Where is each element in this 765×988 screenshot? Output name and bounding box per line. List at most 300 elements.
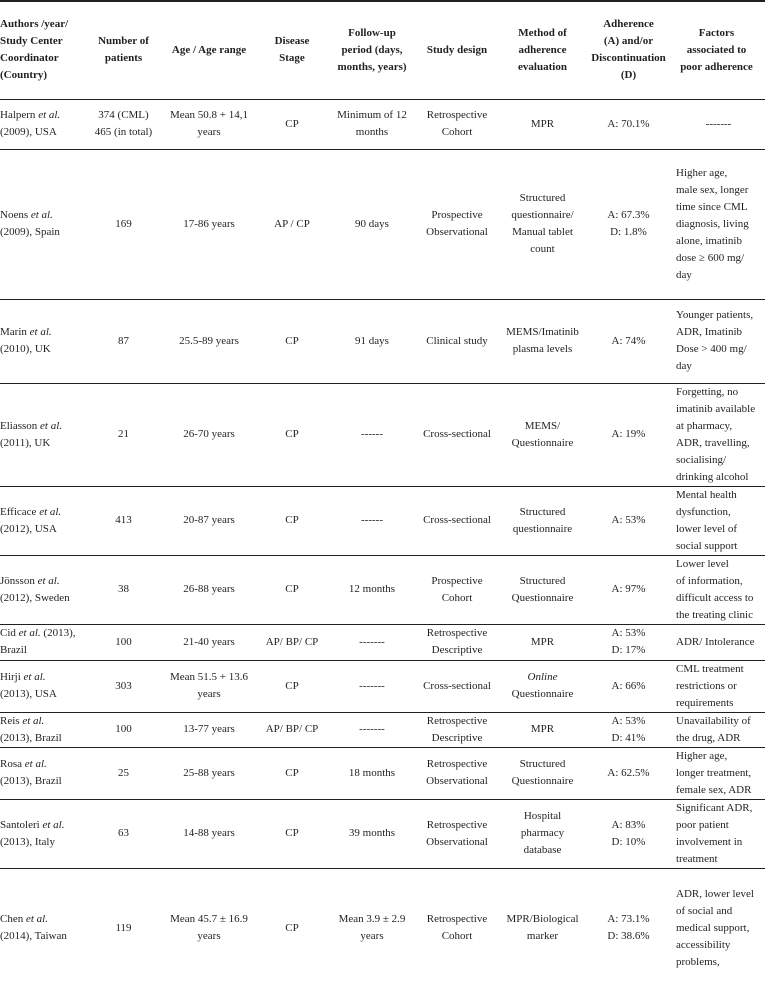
cell-design-line: Clinical study [426, 334, 488, 347]
cell-stage-line: CP [285, 583, 299, 595]
cell-method-line: Questionnaire [511, 688, 574, 700]
cell-patients [87, 747, 160, 799]
cell-followup-line: ------ [361, 514, 383, 526]
cell-adherence-line: A: 66% [611, 679, 646, 692]
cell-author [0, 799, 87, 868]
cell-method-line: MPR [530, 117, 555, 130]
author-name: Cid [0, 627, 19, 639]
author-year: (2014), Taiwan [0, 930, 67, 943]
factors-line: time since CML [676, 200, 748, 213]
col-followup-header [326, 1, 418, 99]
cell-factors [668, 149, 765, 299]
factors-line: medical support, [676, 921, 750, 934]
cell-stage [258, 383, 326, 486]
cell-method-line: Hospital [523, 810, 562, 822]
cell-method [496, 747, 589, 799]
header-line: Follow-up [348, 26, 396, 39]
cell-design-line: Descriptive [431, 644, 483, 656]
cell-stage [258, 624, 326, 660]
cell-stage [258, 99, 326, 149]
author-name: Halpern [0, 109, 39, 121]
factors-line: ADR/ Intolerance [676, 635, 755, 648]
cell-stage [258, 712, 326, 747]
cell-adherence-line: A: 53% [611, 627, 646, 639]
cell-patients [87, 383, 160, 486]
cell-followup [326, 486, 418, 555]
cell-adherence [589, 624, 668, 660]
author-name: Efficace [0, 505, 40, 518]
header-line: Age / Age range [171, 43, 247, 56]
cell-age-line: Mean 51.5 + 13.6 [170, 671, 248, 683]
cell-design-line: Cohort [441, 126, 473, 138]
header-line: (D) [620, 69, 637, 82]
cell-stage-line: CP [285, 428, 299, 440]
factors-line: Significant ADR, [676, 801, 753, 814]
cell-followup-line: ------- [359, 635, 385, 648]
header-line: Adherence [603, 18, 654, 31]
factors-line: drinking alcohol [676, 470, 749, 483]
cell-followup-line: 91 days [355, 334, 389, 347]
author-year: (2011), UK [0, 436, 51, 449]
cell-stage-line: CP [285, 679, 299, 692]
cell-factors [668, 299, 765, 383]
et-al: et al. [22, 714, 45, 727]
cell-adherence-line: D: 10% [611, 835, 646, 848]
cell-design [418, 99, 496, 149]
cell-adherence-line: A: 74% [611, 334, 646, 347]
cell-design [418, 868, 496, 988]
cell-followup-line: ------- [359, 723, 385, 735]
cell-method-line: Structured [519, 192, 566, 204]
cell-stage-line: CP [285, 117, 299, 130]
cell-author [0, 383, 87, 486]
cell-patients-line: 63 [118, 827, 129, 839]
cell-followup [326, 555, 418, 624]
cell-patients-line: 100 [115, 635, 132, 648]
cell-design [418, 660, 496, 712]
method-italic: Online [527, 671, 558, 683]
header-line: Authors /year/ [0, 18, 69, 31]
cell-followup [326, 660, 418, 712]
col-design-header [418, 1, 496, 99]
cell-factors [668, 555, 765, 624]
cell-patients-line: 169 [115, 217, 132, 230]
cell-adherence-line: D: 38.6% [607, 930, 650, 943]
cell-method [496, 99, 589, 149]
cell-design-line: Cohort [441, 930, 473, 943]
author-year: (2012), Sweden [0, 591, 70, 604]
cell-stage-line: AP/ BP/ CP [265, 635, 319, 648]
cell-adherence [589, 149, 668, 299]
cell-age [160, 868, 258, 988]
cell-adherence-line: A: 53% [611, 514, 646, 526]
factors-line: Higher age, [676, 749, 728, 762]
author-name: Jönsson [0, 574, 38, 587]
cell-method-line: MPR/Biological [506, 913, 579, 926]
factors-line: the drug, ADR [676, 731, 741, 744]
cell-design-line: Prospective [431, 574, 483, 587]
cell-patients [87, 712, 160, 747]
cell-design-line: Retrospective [426, 818, 488, 831]
cell-age-line: Mean 45.7 ± 16.9 [170, 913, 248, 926]
cell-patients [87, 299, 160, 383]
factors-line: treatment [676, 852, 718, 865]
author-year: (2009), Spain [0, 226, 60, 238]
cell-age-line: years [197, 126, 221, 138]
cell-design-line: Descriptive [431, 731, 483, 744]
header-line: adherence [518, 43, 567, 56]
cell-author [0, 868, 87, 988]
table-row [0, 799, 765, 868]
table-header-row [0, 1, 765, 99]
cell-author [0, 299, 87, 383]
header-line: period (days, [341, 43, 403, 56]
factors-line: accessibility [676, 938, 731, 951]
table-row [0, 383, 765, 486]
cell-factors [668, 747, 765, 799]
cell-design-line: Retrospective [426, 627, 488, 639]
author-year: (2010), UK [0, 343, 51, 355]
cell-factors [668, 799, 765, 868]
factors-line: the treating clinic [676, 608, 753, 621]
cell-design-line: Retrospective [426, 758, 488, 770]
table-row [0, 555, 765, 624]
cell-stage-line: CP [285, 827, 299, 839]
cell-factors [668, 868, 765, 988]
cell-method [496, 555, 589, 624]
factors-line: of information, [676, 574, 743, 587]
cell-age-line: 20-87 years [183, 514, 235, 526]
cell-author [0, 99, 87, 149]
factors-line: Unavailability of [676, 714, 751, 727]
cell-age-line: years [197, 930, 221, 943]
cell-design-line: Observational [426, 775, 488, 787]
cell-patients [87, 624, 160, 660]
table-row [0, 299, 765, 383]
cell-method-line: plasma levels [512, 343, 573, 355]
cell-followup-line: ------ [361, 428, 383, 440]
cell-patients [87, 99, 160, 149]
author-name: Santoleri [0, 818, 43, 831]
cell-stage-line: CP [285, 766, 299, 779]
cell-adherence-line: A: 97% [611, 583, 646, 595]
cell-followup [326, 747, 418, 799]
cell-method-line: Structured [519, 574, 566, 587]
cell-stage [258, 660, 326, 712]
cell-design-line: Cross-sectional [423, 514, 491, 526]
cell-stage [258, 299, 326, 383]
cell-patients-line: 87 [118, 334, 129, 347]
cell-followup [326, 712, 418, 747]
header-line: Coordinator [0, 52, 59, 65]
author-year: (2009), USA [0, 126, 57, 138]
cell-patients [87, 660, 160, 712]
cell-stage [258, 149, 326, 299]
cell-method [496, 383, 589, 486]
author-year: (2013), Italy [0, 835, 55, 848]
header-line: evaluation [518, 60, 567, 73]
cell-followup [326, 799, 418, 868]
author-name: Marin [0, 326, 30, 338]
cell-design [418, 486, 496, 555]
factors-line: requirements [676, 696, 734, 709]
cell-author [0, 712, 87, 747]
cell-age [160, 660, 258, 712]
factors-line: dose ≥ 600 mg/ [676, 251, 745, 264]
cell-patients [87, 149, 160, 299]
factors-line: involvement in [676, 835, 743, 848]
cell-design [418, 624, 496, 660]
cell-method [496, 712, 589, 747]
cell-design [418, 555, 496, 624]
factors-line: socialising/ [676, 453, 727, 466]
cell-patients-line: 38 [118, 583, 129, 595]
factors-line: CML treatment [676, 662, 744, 675]
cell-factors [668, 660, 765, 712]
factors-line: ADR, lower level [676, 887, 754, 900]
cell-adherence-line: A: 73.1% [607, 913, 650, 926]
et-al: et al. [25, 913, 48, 926]
cell-age [160, 624, 258, 660]
header-line: months, years) [337, 60, 407, 73]
cell-adherence [589, 868, 668, 988]
cell-age-line: 26-70 years [183, 428, 235, 440]
factors-line: ADR, travelling, [676, 436, 750, 449]
table-row [0, 747, 765, 799]
factors-line: Forgetting, no [676, 385, 739, 398]
cell-adherence [589, 555, 668, 624]
header-line: associated to [686, 43, 747, 56]
cell-age-line: 13-77 years [183, 723, 235, 735]
author-year: (2013), [40, 627, 76, 639]
cell-followup-line: 39 months [348, 827, 396, 839]
cell-age [160, 799, 258, 868]
cell-author [0, 660, 87, 712]
factors-line: poor patient [676, 818, 729, 831]
col-adherence-header [589, 1, 668, 99]
header-line: Number of [98, 35, 149, 48]
cell-stage-line: CP [285, 334, 299, 347]
cell-method-line: Questionnaire [511, 436, 574, 449]
header-line: (A) and/or [603, 35, 654, 48]
cell-age-line: Mean 50.8 + 14,1 [170, 109, 248, 121]
et-al: et al. [38, 109, 61, 121]
cell-age [160, 383, 258, 486]
col-stage-header [258, 1, 326, 99]
header-line: (Country) [0, 69, 48, 82]
cell-patients [87, 555, 160, 624]
cell-author [0, 555, 87, 624]
cell-adherence [589, 299, 668, 383]
cell-method [496, 799, 589, 868]
cell-followup-line: 18 months [348, 766, 396, 779]
cell-method [496, 299, 589, 383]
cell-design-line: Cohort [441, 591, 473, 604]
cell-age [160, 299, 258, 383]
table-row [0, 486, 765, 555]
cell-factors [668, 712, 765, 747]
factors-line: of social and [676, 904, 733, 917]
table-row [0, 712, 765, 747]
et-al: et al. [42, 818, 65, 831]
cell-patients-line: 21 [118, 428, 129, 440]
header-line: Study design [426, 43, 488, 56]
cell-followup [326, 383, 418, 486]
et-al: et al. [30, 209, 53, 221]
factors-line: restrictions or [676, 679, 737, 692]
cell-author [0, 486, 87, 555]
cell-stage [258, 555, 326, 624]
col-patients-header [87, 1, 160, 99]
author-year: (2013), Brazil [0, 731, 62, 744]
cell-patients-line: 413 [115, 514, 132, 526]
factors-line: day [676, 360, 692, 372]
cell-adherence [589, 486, 668, 555]
factors-line: imatinib available [676, 402, 756, 415]
cell-patients-line: 465 (in total) [94, 126, 153, 138]
header-line: Disease [274, 35, 310, 48]
table-row [0, 99, 765, 149]
factors-line: ------- [705, 117, 732, 130]
cell-factors [668, 624, 765, 660]
header-line: patients [104, 52, 143, 65]
cell-method-line: database [523, 844, 562, 856]
cell-stage-line: AP/ BP/ CP [265, 723, 319, 735]
factors-line: Younger patients, [676, 309, 754, 321]
cell-adherence-line: D: 17% [611, 644, 646, 656]
factors-line: Lower level [676, 557, 729, 570]
author-year: (2013), Brazil [0, 775, 62, 787]
cell-method-line: Manual tablet [512, 226, 573, 238]
et-al: et al. [23, 671, 46, 683]
author-name: Noens [0, 209, 31, 221]
cell-method-line: MPR [530, 723, 555, 735]
cell-followup-line: years [360, 930, 384, 943]
cell-method [496, 486, 589, 555]
cell-adherence [589, 712, 668, 747]
author-name: Eliasson [0, 419, 41, 432]
cell-followup [326, 149, 418, 299]
cell-patients-line: 303 [115, 679, 132, 692]
cell-method [496, 149, 589, 299]
cell-patients-line: 119 [115, 921, 132, 934]
cell-age [160, 149, 258, 299]
cell-patients [87, 868, 160, 988]
cell-adherence-line: A: 62.5% [607, 766, 650, 779]
cell-followup-line: Mean 3.9 ± 2.9 [338, 913, 406, 926]
author-year: (2012), USA [0, 522, 57, 535]
et-al: et al. [24, 758, 47, 770]
cell-design [418, 747, 496, 799]
cell-design-line: Retrospective [426, 913, 488, 926]
cell-adherence-line: A: 19% [611, 428, 646, 440]
author-name: Chen [0, 913, 26, 926]
author-name: Rosa [0, 758, 25, 770]
cell-age-line: 17-86 years [183, 217, 235, 230]
header-line: Factors [698, 26, 735, 39]
factors-line: day [676, 268, 692, 281]
cell-age [160, 99, 258, 149]
cell-design-line: Observational [426, 226, 488, 238]
factors-line: difficult access to [676, 591, 754, 604]
cell-stage-line: CP [285, 514, 299, 526]
cell-followup-line: Minimum of 12 [337, 109, 407, 121]
cell-followup [326, 868, 418, 988]
cell-stage [258, 747, 326, 799]
table-row [0, 149, 765, 299]
cell-age [160, 712, 258, 747]
cell-stage-line: CP [285, 921, 299, 934]
cell-age-line: years [197, 688, 221, 700]
table-row [0, 868, 765, 988]
cell-patients-line: 100 [115, 723, 132, 735]
cell-method-line: questionnaire [512, 522, 573, 535]
et-al: et al. [18, 627, 41, 639]
factors-line: diagnosis, living [676, 217, 749, 230]
cell-factors [668, 383, 765, 486]
factors-line: Mental health [676, 488, 737, 501]
cell-design [418, 299, 496, 383]
factors-line: Higher age, [676, 166, 728, 179]
cell-design [418, 799, 496, 868]
cell-method-line: Structured [519, 505, 566, 518]
cell-patients-line: 25 [118, 766, 129, 779]
cell-followup [326, 99, 418, 149]
cell-author [0, 624, 87, 660]
et-al: et al. [40, 419, 63, 432]
cell-patients-line: 374 (CML) [98, 109, 149, 121]
et-al: et al. [29, 326, 52, 338]
cell-adherence [589, 660, 668, 712]
table-row [0, 660, 765, 712]
factors-line: lower level of [676, 522, 738, 535]
cell-followup [326, 299, 418, 383]
cell-method-line: MPR [530, 635, 555, 648]
cell-adherence [589, 383, 668, 486]
cell-method-line: count [530, 243, 555, 255]
header-line: Method of [518, 26, 567, 39]
cell-adherence [589, 99, 668, 149]
cell-followup-line: ------- [359, 679, 385, 692]
cell-method [496, 868, 589, 988]
cell-age-line: 26-88 years [183, 583, 235, 595]
cell-adherence-line: D: 41% [611, 731, 646, 744]
cell-method [496, 660, 589, 712]
author-name: Reis [0, 714, 23, 727]
cell-method [496, 624, 589, 660]
cell-design-line: Retrospective [426, 109, 488, 121]
cell-design-line: Cross-sectional [423, 428, 491, 440]
author-name: Hirji [0, 671, 24, 683]
cell-stage-line: AP / CP [274, 217, 310, 230]
cell-adherence-line: A: 53% [611, 714, 646, 727]
cell-method-line: questionnaire/ [511, 209, 574, 221]
factors-line: male sex, longer [676, 183, 749, 196]
cell-design-line: Cross-sectional [423, 679, 491, 692]
col-authors-header [0, 1, 87, 99]
cell-adherence-line: A: 67.3% [607, 209, 650, 221]
cell-patients [87, 799, 160, 868]
cell-patients [87, 486, 160, 555]
cell-design [418, 149, 496, 299]
cell-stage [258, 799, 326, 868]
table-body [0, 99, 765, 988]
cell-design [418, 383, 496, 486]
header-line: Stage [279, 52, 305, 65]
cell-age [160, 486, 258, 555]
header-line: Discontinuation [591, 52, 666, 65]
et-al: et al. [37, 574, 60, 587]
